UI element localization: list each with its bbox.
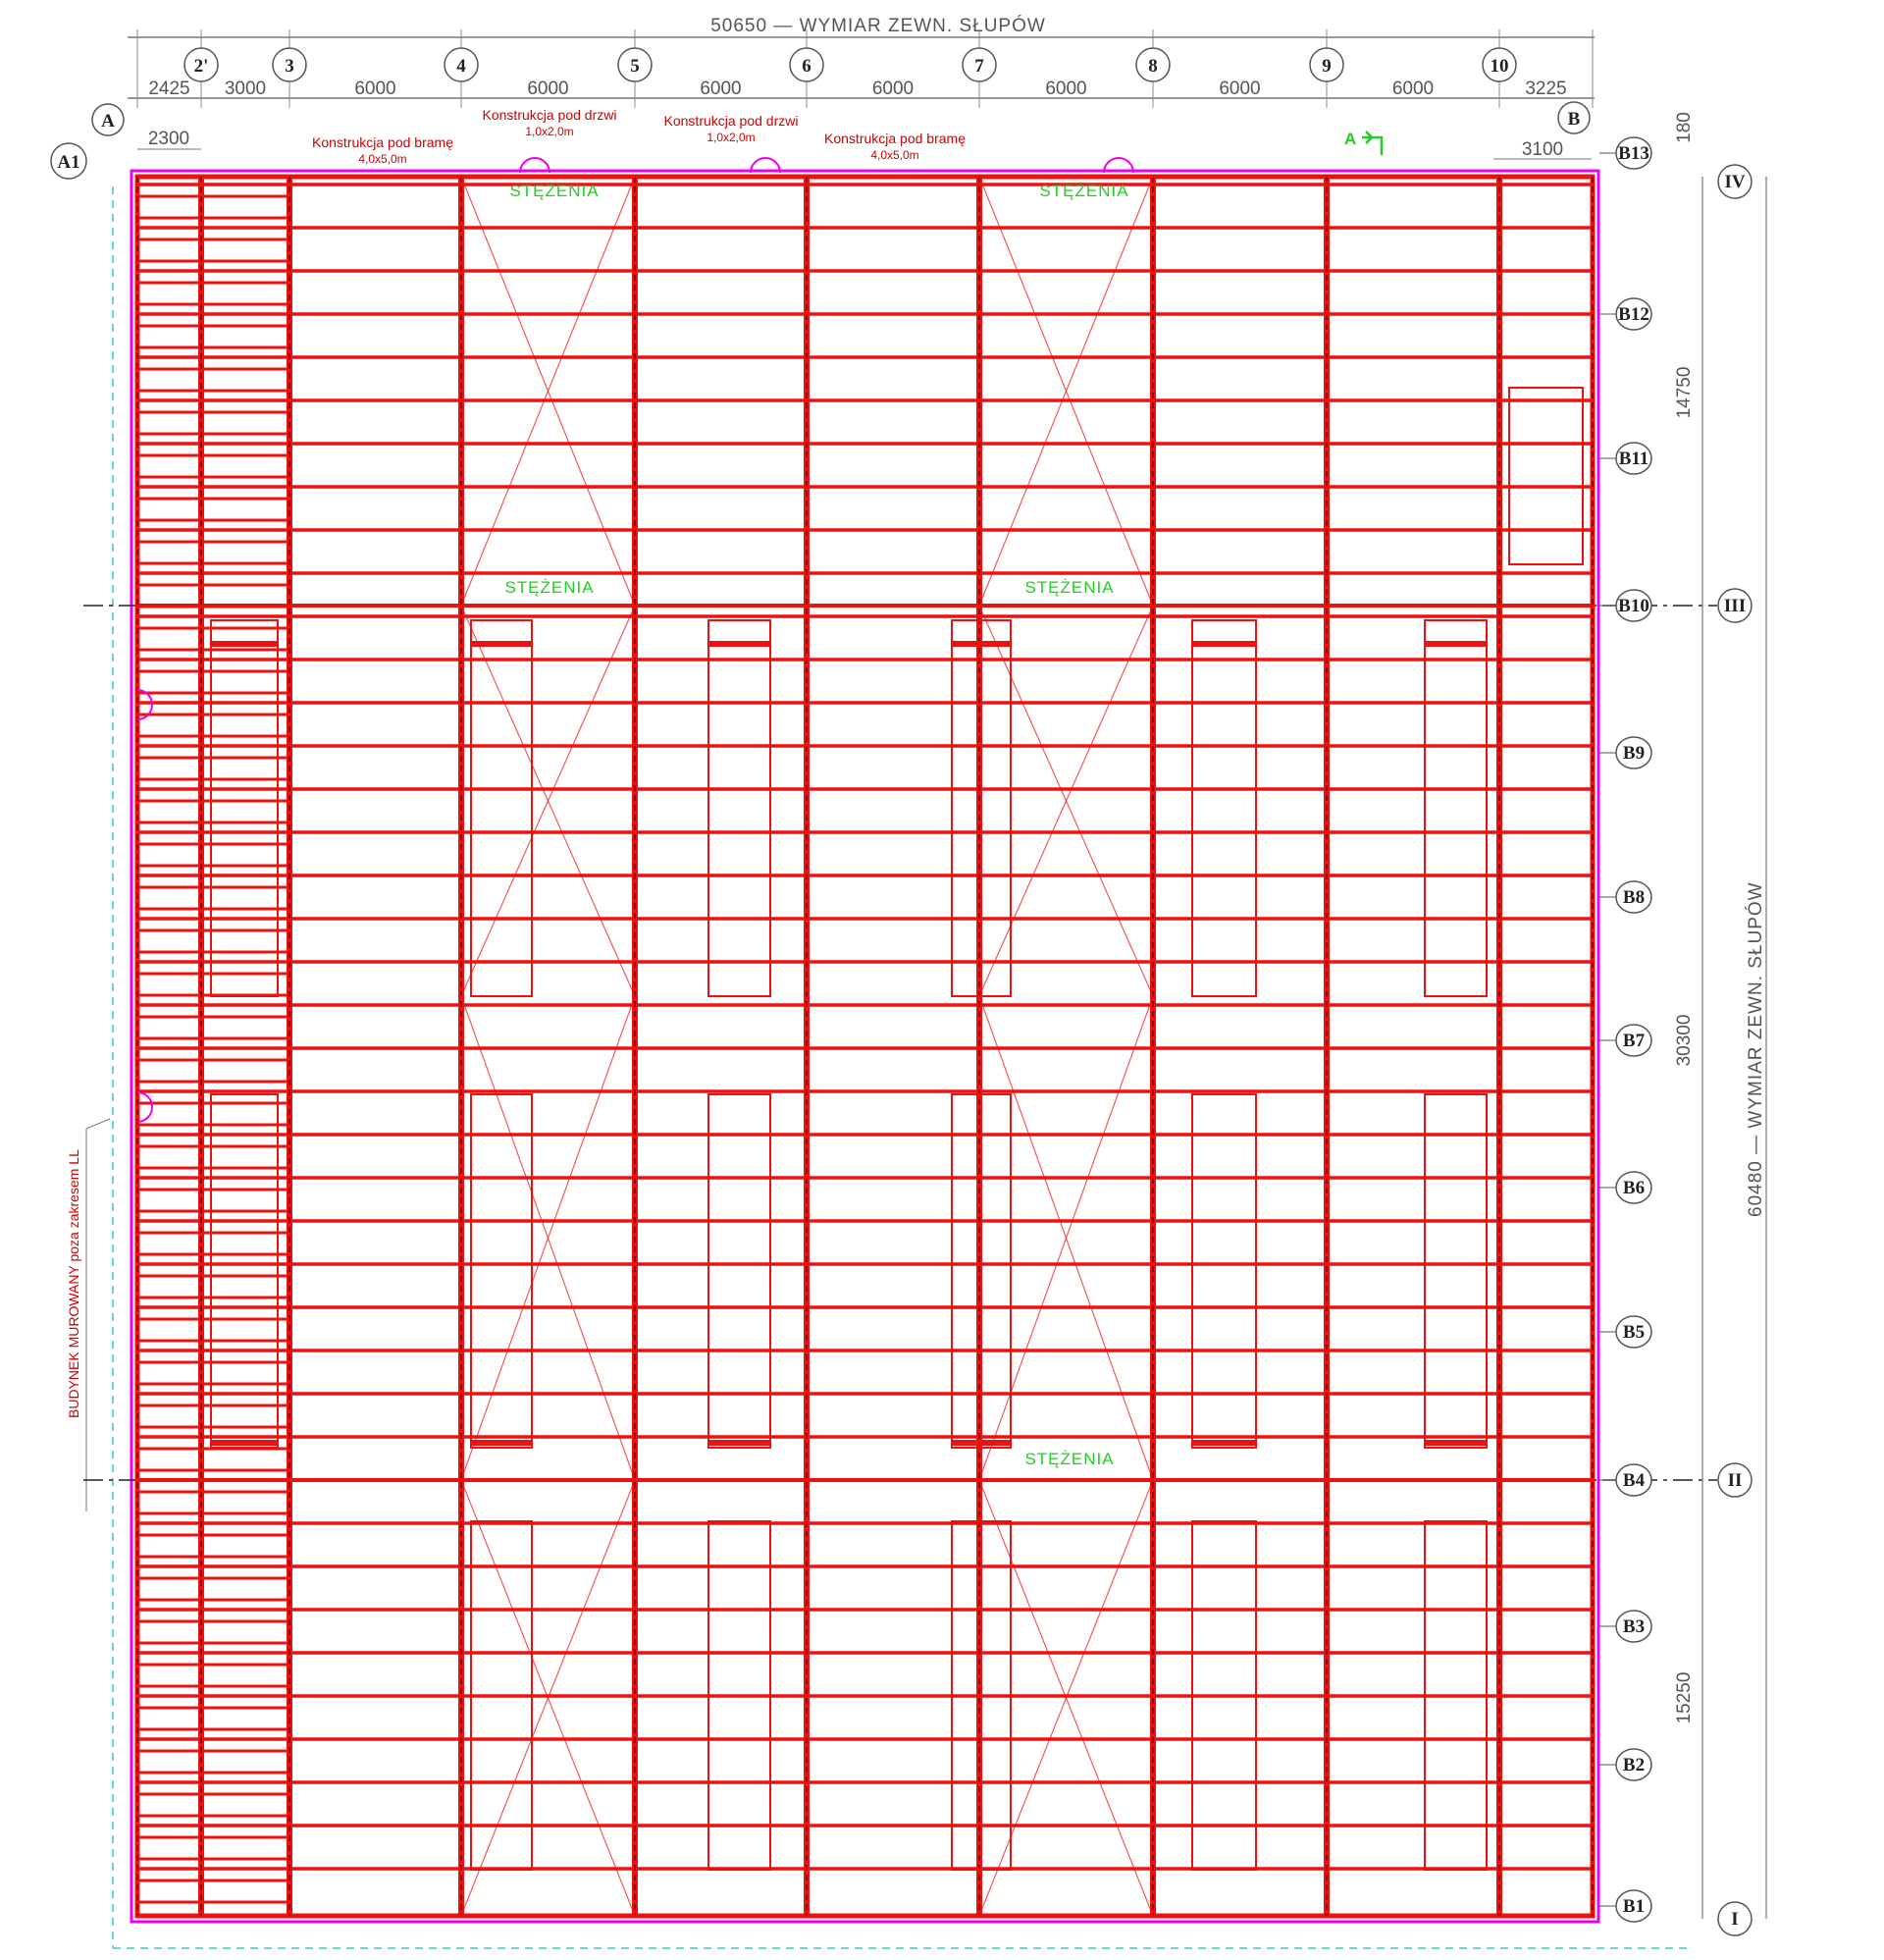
span-label: 6000 [871,79,915,99]
top-axis-group [137,29,1593,108]
plan-body [83,158,1717,1948]
bracing-label: STĘŻENIA [1039,182,1129,200]
secondary-frame [471,620,532,996]
outer-frame [137,177,1593,1916]
sub-dim-right: 3100 [1521,139,1564,160]
span-label: 3000 [224,79,267,99]
row-label: B2 [1622,1755,1646,1775]
note-door-2-line1: Konstrukcja pod drzwi [663,113,799,129]
secondary-frame [708,620,770,996]
row-label: B5 [1622,1322,1646,1343]
row-label: B3 [1622,1616,1646,1637]
secondary-frame [1425,620,1487,996]
note-gate-2 [824,131,966,162]
column-label: 6 [802,56,811,77]
note-door-1 [483,107,617,138]
secondary-frame [211,620,278,996]
column-label: 3 [285,56,294,77]
corner-bubble-a [92,104,124,135]
column-label: 7 [974,56,984,77]
span-label: 6000 [1391,79,1435,99]
left-side-note: BUDYNEK MUROWANY poza zakresem LL [66,1149,81,1418]
section-marker [1344,130,1382,155]
note-gate-1 [312,134,453,166]
span-label: 6000 [1219,79,1261,99]
roman-label: IV [1724,172,1746,192]
roman-label: III [1723,596,1747,616]
span-label: 6000 [527,79,569,99]
span-label: 6000 [700,79,742,99]
right-dim-label: 30300 [1674,1014,1695,1067]
row-label: B13 [1618,143,1649,164]
span-label: 2425 [148,79,190,99]
corner-bubble-a1 [51,143,86,179]
bracing-label: STĘŻENIA [1024,578,1115,597]
right-dim-label: 15250 [1674,1671,1695,1724]
row-label: B7 [1622,1031,1646,1051]
window-frame [1509,388,1583,564]
row-label: B12 [1618,304,1649,325]
span-label: 6000 [354,79,396,99]
column-label: 9 [1322,56,1332,77]
row-label: B4 [1622,1470,1646,1491]
note-door-1-line1: Konstrukcja pod drzwi [482,107,617,123]
section-marker-label: A [1344,130,1358,148]
column-label: 8 [1148,56,1158,77]
note-door-1-line2: 1,0x2,0m [525,125,574,138]
overall-width-label: 50650 — WYMIAR ZEWN. SŁUPÓW [710,16,1046,36]
note-gate-2-line1: Konstrukcja pod bramę [824,131,966,146]
corner-label-a1: A1 [57,152,80,173]
corner-bubble-b [1558,102,1590,133]
column-label: 10 [1490,56,1509,77]
row-label: B11 [1618,449,1649,469]
span-label: 6000 [1045,79,1087,99]
sub-dim-left: 2300 [147,129,190,149]
roman-label: II [1727,1470,1743,1491]
span-label: 3225 [1525,79,1567,99]
right-axis-group [1599,112,1752,1935]
bracing-label: STĘŻENIA [1024,1450,1115,1468]
row-label: B10 [1618,596,1649,616]
note-gate-1-line2: 4,0x5,0m [358,152,407,166]
corner-label-a: A [101,111,115,132]
row-label: B8 [1622,887,1646,908]
row-label: B1 [1622,1896,1646,1917]
right-dim-label: 180 [1674,112,1695,143]
note-gate-1-line1: Konstrukcja pod bramę [312,134,453,150]
corner-label-b: B [1567,109,1581,130]
secondary-frame [1192,620,1256,996]
note-door-2-line2: 1,0x2,0m [706,131,756,144]
outer-wall [131,171,1598,1922]
row-label: B9 [1622,743,1646,764]
row-label: B6 [1622,1178,1646,1198]
right-dim-label: 14750 [1674,366,1695,419]
column-label: 4 [456,56,466,77]
column-label: 5 [630,56,640,77]
bracing-label: STĘŻENIA [509,182,600,200]
note-door-2 [664,113,799,144]
roman-label: I [1731,1909,1739,1930]
bracing-label: STĘŻENIA [504,578,595,597]
overall-height-label: 60480 — WYMIAR ZEWN. SŁUPÓW [1746,881,1766,1217]
note-gate-2-line2: 4,0x5,0m [870,148,919,162]
column-label: 2' [193,56,209,77]
